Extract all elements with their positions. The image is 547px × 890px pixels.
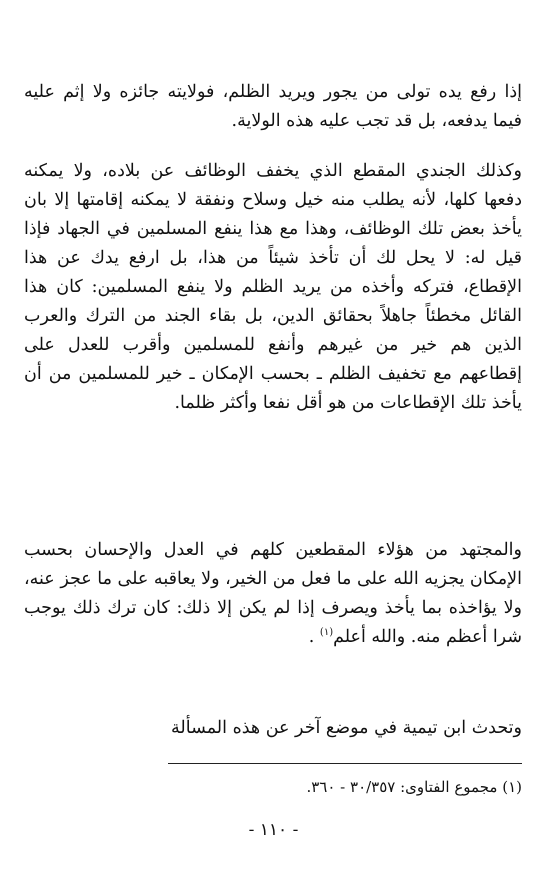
- page-number: - ١١٠ -: [248, 820, 299, 840]
- footnote: (١) مجموع الفتاوى: ٣٠/٣٥٧ - ٣٦٠.: [306, 778, 522, 796]
- paragraph-4: وتحدث ابن تيمية في موضع آخر عن هذه المسألة: [171, 718, 522, 738]
- footnote-reference: (١): [319, 627, 334, 639]
- paragraph-2: وكذلك الجندي المقطع الذي يخفف الوظائف عن بلاده، ولا يمكنه دفعها كلها، لأنه يطلب منه خيل وسلاح ونفقة لا يمكنه إقامتها إلا بان يأخذ بعض تلك الوظائف، وهذا مع هذا ينفع المسلمين في الجهاد فإذا قيل له: لا يحل لك أن تأخذ شيئاً من هذا، بل ارفع يدك عن هذا الإقطاع، فتركه وأخذه من يريد الظلم ولا ينفع المسلمين: كان هذا القائل مخطئاً جاهلاً بحقائق الدين، بل بقاء الجند من الترك والعرب الذين هم خير من غيرهم وأنفع للمسلمين وأقرب للعدل على إقطاعهم مع تخفيف الظلم ـ بحسب الإمكان ـ خير للمسلمين من أن يأخذ تلك الإقطاعات من هو أقل نفعا وأكثر ظلما.: [24, 161, 522, 413]
- paragraph-3: [24, 536, 522, 652]
- paragraph-1: إذا رفع يده تولى من يجور ويريد الظلم، فولايته جائزه ولا إثم عليه فيما يدفعه، بل قد تجب عليه هذه الولاية.: [24, 82, 522, 131]
- paragraph-3-tail: .: [308, 627, 320, 647]
- footnote-divider: [168, 763, 522, 764]
- paragraph-3-text: والمجتهد من هؤلاء المقطعين كلهم في العدل والإحسان بحسب الإمكان يجزيه الله على ما فعل من الخير، ولا يعاقبه على ما عجز عنه، ولا يؤاخذه بما يأخذ ويصرف إذا لم يكن إلا ذلك: كان ترك ذلك يوجب شرا أعظم منه. والله أعلم: [24, 540, 522, 647]
